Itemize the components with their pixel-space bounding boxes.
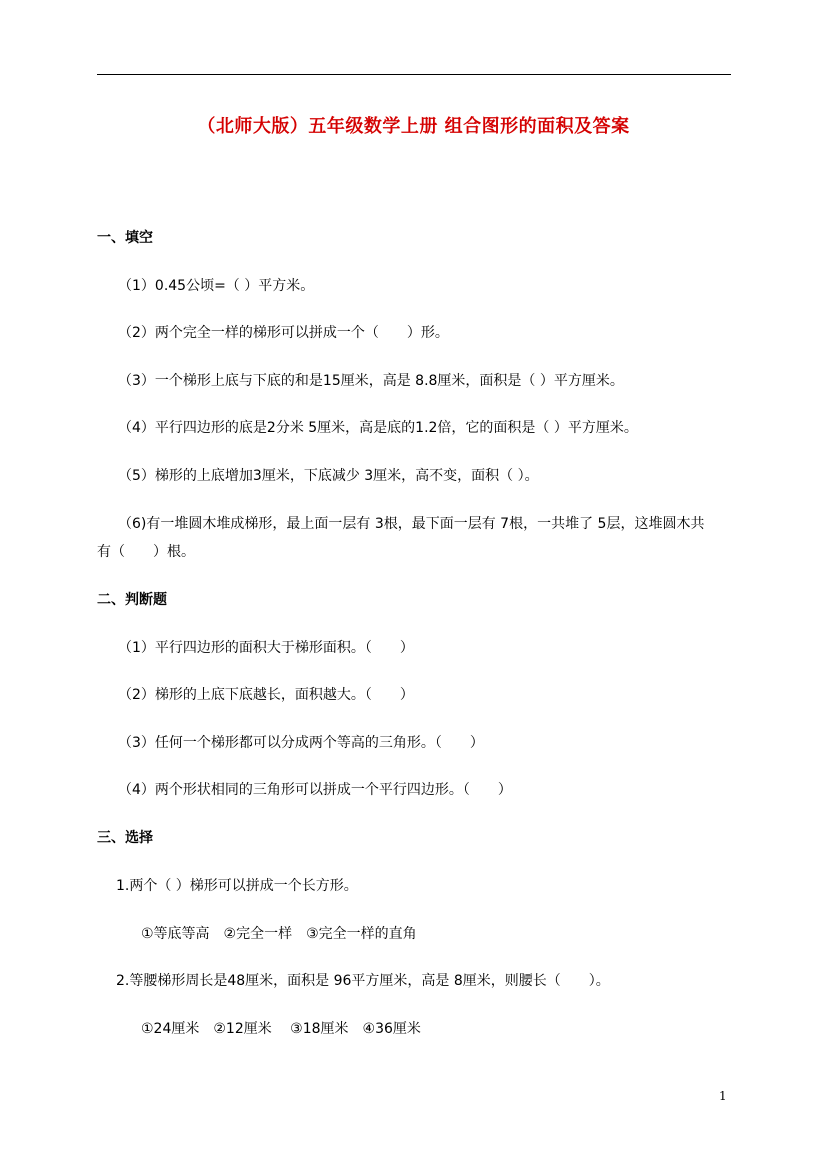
fill-in-question-1: （1）0.45公顷=（ ）平方米。 bbox=[118, 278, 315, 294]
fill-in-question-6-continued: 有（ ）根。 bbox=[97, 544, 195, 560]
true-false-question-4: （4）两个形状相同的三角形可以拼成一个平行四边形。（ ） bbox=[118, 782, 512, 798]
fill-in-question-2: （2）两个完全一样的梯形可以拼成一个（ ）形。 bbox=[118, 325, 449, 341]
fill-in-question-5: （5）梯形的上底增加3厘米，下底减少 3厘米，高不变，面积（ ）。 bbox=[118, 468, 539, 484]
true-false-question-2: （2）梯形的上底下底越长，面积越大。（ ） bbox=[118, 687, 414, 703]
choice-question-2: 2.等腰梯形周长是48厘米，面积是 96平方厘米，高是 8厘米，则腰长（ ）。 bbox=[116, 973, 610, 989]
page-number: 1 bbox=[719, 1089, 727, 1103]
choice-question-2-options: ①24厘米 ②12厘米 ③18厘米 ④36厘米 bbox=[141, 1021, 421, 1037]
document-title: （北师大版）五年级数学上册 组合图形的面积及答案 bbox=[197, 116, 630, 137]
section-heading-fill-in: 一、填空 bbox=[97, 230, 153, 246]
fill-in-question-6: （6)有一堆圆木堆成梯形，最上面一层有 3根，最下面一层有 7根，一共堆了 5层，这堆圆木共 bbox=[118, 516, 705, 532]
section-heading-true-false: 二、判断题 bbox=[97, 592, 167, 608]
choice-question-1-options: ①等底等高 ②完全一样 ③完全一样的直角 bbox=[141, 926, 417, 942]
choice-question-1: 1.两个（ ）梯形可以拼成一个长方形。 bbox=[116, 878, 358, 894]
section-heading-multiple-choice: 三、选择 bbox=[97, 830, 153, 846]
fill-in-question-4: （4）平行四边形的底是2分米 5厘米，高是底的1.2倍，它的面积是（ ）平方厘米。 bbox=[118, 420, 638, 436]
header-rule bbox=[97, 74, 731, 75]
fill-in-question-3: （3）一个梯形上底与下底的和是15厘米，高是 8.8厘米，面积是（ ）平方厘米。 bbox=[118, 373, 624, 389]
true-false-question-3: （3）任何一个梯形都可以分成两个等高的三角形。（ ） bbox=[118, 735, 484, 751]
true-false-question-1: （1）平行四边形的面积大于梯形面积。（ ） bbox=[118, 640, 414, 656]
